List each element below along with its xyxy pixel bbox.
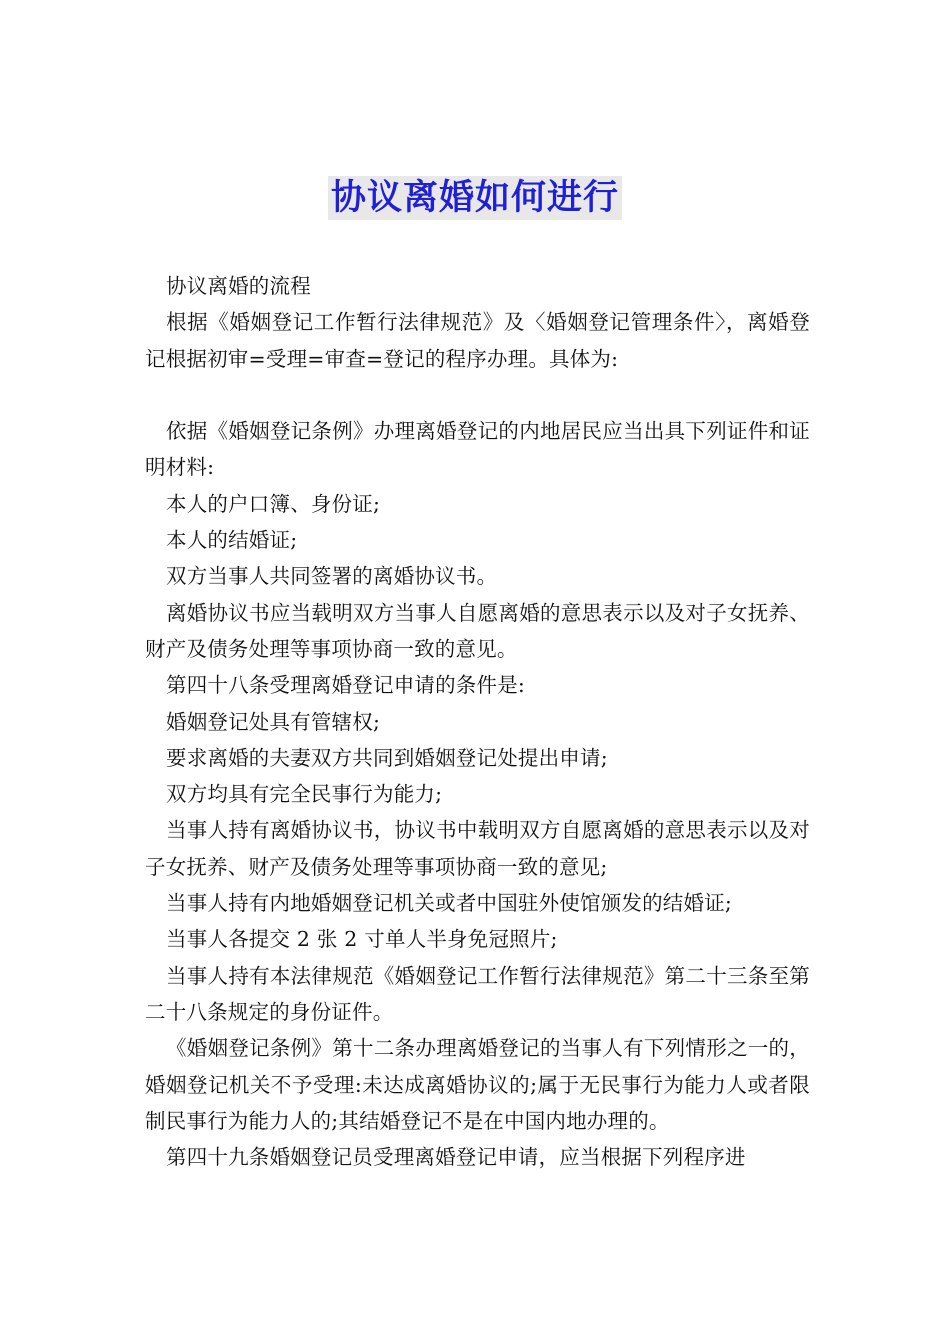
paragraph: 婚姻登记处具有管辖权; [166,709,381,734]
paragraph: 当事人各提交 2 张 2 寸单人半身免冠照片; [166,927,558,952]
paragraph: 第四十九条婚姻登记员受理离婚登记申请，应当根据下列程序进 [166,1145,746,1170]
paragraph: 第四十八条受理离婚登记申请的条件是: [166,673,526,698]
paragraph: 当事人持有内地婚姻登记机关或者中国驻外使馆颁发的结婚证; [166,891,733,916]
paragraph: 要求离婚的夫妻双方共同到婚姻登记处提出申请; [166,745,608,770]
paragraph: 离婚协议书应当载明双方当事人自愿离婚的意思表示以及对子女抚养、财产及债务处理等事项协商一致的意见。 [145,600,810,661]
paragraph: 当事人持有本法律规范《婚姻登记工作暂行法律规范》第二十三条至第二十八条规定的身份证件。 [145,963,810,1024]
paragraph: 根据《婚姻登记工作暂行法律规范》及〈婚姻登记管理条件〉，离婚登记根据初审=受理=审查=登记的程序办理。具体为: [145,310,810,371]
paragraph: 双方当事人共同签署的离婚协议书。 [166,564,498,589]
document-body [145,268,810,1175]
paragraph: 双方均具有完全民事行为能力; [166,782,443,807]
document-title: 协议离婚如何进行 [328,176,622,220]
paragraph: 本人的户口簿、身份证; [166,491,381,516]
title-container [0,176,950,220]
paragraph: 当事人持有离婚协议书，协议书中载明双方自愿离婚的意思表示以及对子女抚养、财产及债务处理等事项协商一致的意见; [145,818,810,879]
paragraph: 《婚姻登记条例》第十二条办理离婚登记的当事人有下列情形之一的，婚姻登记机关不予受理:未达成离婚协议的;属于无民事行为能力人或者限制民事行为能力人的;其结婚登记不是在中国内地办理的。 [145,1036,810,1133]
paragraph: 协议离婚的流程 [166,274,311,298]
paragraph: 依据《婚姻登记条例》办理离婚登记的内地居民应当出具下列证件和证明材料: [145,419,810,480]
paragraph: 本人的结婚证; [166,528,298,553]
paragraph-gap [145,377,810,413]
